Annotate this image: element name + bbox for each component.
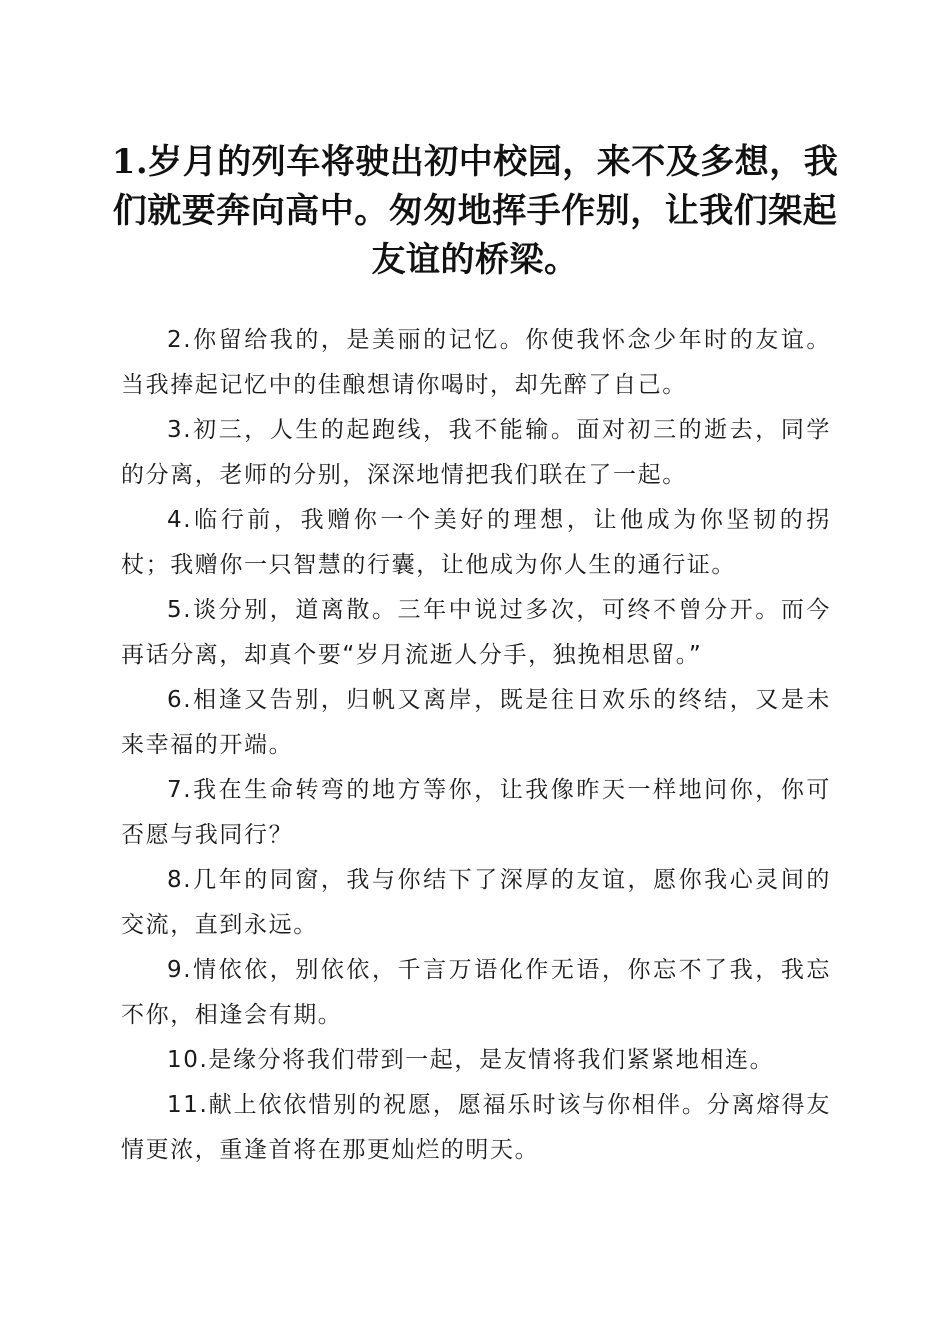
paragraph-9: 9.情依依，别依依，千言万语化作无语，你忘不了我，我忘不你，相逢会有期。	[121, 957, 831, 1028]
paragraph-10: 10.是缘分将我们带到一起，是友情将我们紧紧地相连。	[167, 1047, 775, 1073]
paragraph-5: 5.谈分别，道离散。三年中说过多次，可终不曾分开。而今再话分离，却真个要“岁月流逝人分手，独挽相思留。”	[121, 597, 831, 668]
paragraph-4: 4.临行前，我赠你一个美好的理想，让他成为你坚韧的拐杖；我赠你一只智慧的行囊，让他成为你人生的通行证。	[121, 507, 831, 578]
paragraph-3: 3.初三，人生的起跑线，我不能输。面对初三的逝去，同学的分离，老师的分别，深深地情把我们联在了一起。	[121, 417, 831, 488]
document-body	[121, 318, 831, 1173]
paragraph-2: 2.你留给我的，是美丽的记忆。你使我怀念少年时的友谊。当我捧起记忆中的佳酿想请你喝时，却先醉了自己。	[121, 327, 831, 398]
paragraph-7: 7.我在生命转弯的地方等你，让我像昨天一样地问你，你可否愿与我同行？	[121, 777, 831, 848]
paragraph-8: 8.几年的同窗，我与你结下了深厚的友谊，愿你我心灵间的交流，直到永远。	[121, 867, 831, 938]
paragraph-6: 6.相逢又告别，归帆又离岸，既是往日欢乐的终结，又是未来幸福的开端。	[121, 687, 831, 758]
document-title: 1.岁月的列车将驶出初中校园，来不及多想，我们就要奔向高中。匆匆地挥手作别，让我们架起友谊的桥梁。	[111, 142, 839, 280]
paragraph-11: 11.献上依依惜别的祝愿，愿福乐时该与你相伴。分离熔得友情更浓，重逢首将在那更灿烂的明天。	[121, 1092, 831, 1163]
